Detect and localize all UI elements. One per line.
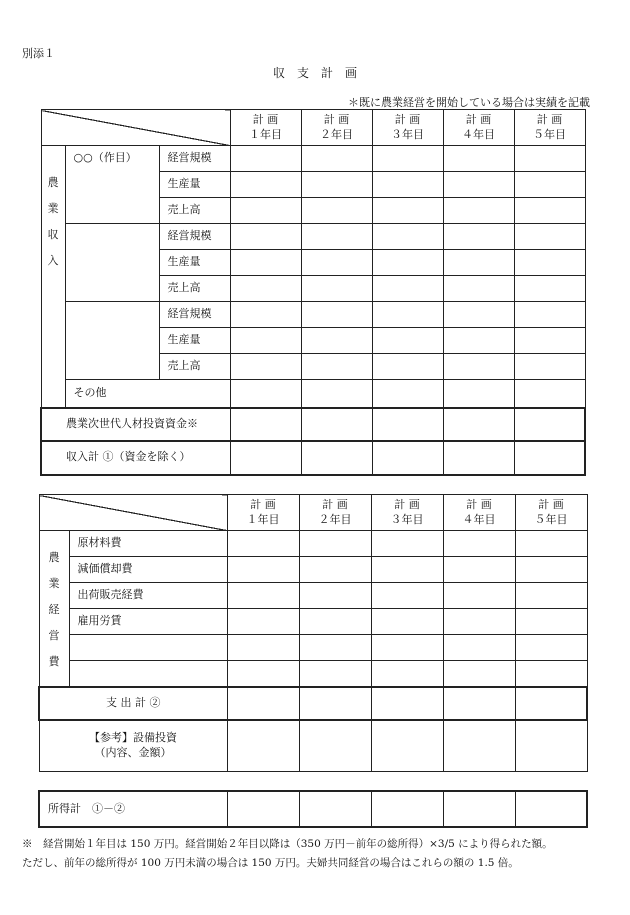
expense-item-blank[interactable] [69, 661, 227, 687]
value-cell[interactable] [230, 408, 301, 441]
value-cell[interactable] [299, 557, 371, 583]
value-cell[interactable] [227, 661, 299, 687]
item-label: 生産量 [159, 328, 230, 354]
value-cell[interactable] [227, 557, 299, 583]
value-cell[interactable] [372, 198, 443, 224]
expense-item-blank[interactable] [69, 635, 227, 661]
crop-name-label: ○○（作目） [65, 146, 159, 224]
value-cell[interactable] [372, 224, 443, 250]
value-cell[interactable] [514, 198, 585, 224]
value-cell[interactable] [515, 791, 587, 827]
value-cell[interactable] [515, 687, 587, 720]
value-cell[interactable] [371, 609, 443, 635]
value-cell[interactable] [443, 635, 515, 661]
item-label: 経営規模 [159, 302, 230, 328]
header-corner-diagonal [39, 495, 227, 531]
other-label: その他 [65, 380, 230, 408]
value-cell[interactable] [227, 687, 299, 720]
footnote-line-2: ただし、前年の総所得が 100 万円未満の場合は 150 万円。夫婦共同経営の場合はこれらの額の 1.5 倍。 [22, 857, 519, 869]
year-header: 計 画 ２年目 [301, 110, 372, 146]
item-label: 売上高 [159, 198, 230, 224]
value-cell[interactable] [371, 661, 443, 687]
year-header: 計 画 ５年目 [514, 110, 585, 146]
value-cell[interactable] [443, 609, 515, 635]
year-header: 計 画 ３年目 [371, 495, 443, 531]
crop-name-cell[interactable] [65, 224, 159, 302]
value-cell[interactable] [371, 531, 443, 557]
footnote-line-1: ※ 経営開始１年目は 150 万円。経営開始２年目以降は（350 万円－前年の総所得）×3/5 により得られた額。 [22, 838, 553, 850]
value-cell[interactable] [443, 250, 514, 276]
expense-item-label: 減価償却費 [69, 557, 227, 583]
item-label: 経営規模 [159, 224, 230, 250]
value-cell[interactable] [372, 172, 443, 198]
value-cell[interactable] [299, 661, 371, 687]
attachment-label: 別添１ [22, 47, 55, 60]
value-cell[interactable] [443, 661, 515, 687]
value-cell[interactable] [230, 276, 301, 302]
year-header: 計 画 ４年目 [443, 110, 514, 146]
page-title: 収 支 計 画 [272, 66, 357, 80]
value-cell[interactable] [371, 687, 443, 720]
value-cell[interactable] [299, 720, 371, 772]
value-cell[interactable] [230, 224, 301, 250]
value-cell[interactable] [301, 354, 372, 380]
value-cell[interactable] [443, 172, 514, 198]
value-cell[interactable] [371, 720, 443, 772]
value-cell[interactable] [372, 441, 443, 475]
value-cell[interactable] [443, 791, 515, 827]
value-cell[interactable] [227, 609, 299, 635]
value-cell[interactable] [514, 354, 585, 380]
expense-item-label: 雇用労賃 [69, 609, 227, 635]
header-corner-diagonal [41, 110, 230, 146]
value-cell[interactable] [301, 146, 372, 172]
value-cell[interactable] [301, 441, 372, 475]
value-cell[interactable] [230, 198, 301, 224]
value-cell[interactable] [443, 146, 514, 172]
note-top: ＊既に農業経営を開始している場合は実績を記載 [348, 96, 590, 109]
value-cell[interactable] [443, 354, 514, 380]
value-cell[interactable] [443, 302, 514, 328]
value-cell[interactable] [227, 531, 299, 557]
value-cell[interactable] [514, 250, 585, 276]
value-cell[interactable] [443, 720, 515, 772]
income-group-label: 農 業 収 入 [41, 146, 65, 408]
value-cell[interactable] [301, 302, 372, 328]
value-cell[interactable] [371, 635, 443, 661]
value-cell[interactable] [514, 224, 585, 250]
value-cell[interactable] [372, 146, 443, 172]
value-cell[interactable] [514, 172, 585, 198]
value-cell[interactable] [299, 583, 371, 609]
grant-label: 農業次世代人材投資資金※ [41, 408, 230, 441]
value-cell[interactable] [514, 146, 585, 172]
value-cell[interactable] [371, 791, 443, 827]
value-cell[interactable] [443, 441, 514, 475]
item-label: 経営規模 [159, 146, 230, 172]
value-cell[interactable] [515, 661, 587, 687]
value-cell[interactable] [372, 328, 443, 354]
value-cell[interactable] [372, 380, 443, 408]
value-cell[interactable] [230, 354, 301, 380]
value-cell[interactable] [515, 720, 587, 772]
item-label: 生産量 [159, 172, 230, 198]
value-cell[interactable] [299, 635, 371, 661]
value-cell[interactable] [443, 380, 514, 408]
year-header: 計 画 ２年目 [299, 495, 371, 531]
crop-name-cell[interactable] [65, 302, 159, 380]
value-cell[interactable] [514, 408, 585, 441]
value-cell[interactable] [301, 276, 372, 302]
expense-item-label: 出荷販売経費 [69, 583, 227, 609]
value-cell[interactable] [230, 146, 301, 172]
value-cell[interactable] [443, 328, 514, 354]
year-header: 計 画 ４年目 [443, 495, 515, 531]
value-cell[interactable] [443, 531, 515, 557]
value-cell[interactable] [301, 198, 372, 224]
value-cell[interactable] [230, 250, 301, 276]
value-cell[interactable] [301, 380, 372, 408]
value-cell[interactable] [227, 583, 299, 609]
value-cell[interactable] [301, 224, 372, 250]
income-table [40, 109, 586, 476]
value-cell[interactable] [514, 441, 585, 475]
item-label: 売上高 [159, 354, 230, 380]
income-total-label: 収入計 ①（資金を除く） [41, 441, 230, 475]
value-cell[interactable] [515, 635, 587, 661]
item-label: 売上高 [159, 276, 230, 302]
value-cell[interactable] [301, 408, 372, 441]
value-cell[interactable] [299, 791, 371, 827]
value-cell[interactable] [371, 557, 443, 583]
profit-table [38, 790, 588, 828]
expense-table [38, 494, 588, 772]
value-cell[interactable] [372, 276, 443, 302]
value-cell[interactable] [514, 380, 585, 408]
value-cell[interactable] [443, 276, 514, 302]
value-cell[interactable] [372, 408, 443, 441]
year-header: 計 画 １年目 [230, 110, 301, 146]
value-cell[interactable] [515, 531, 587, 557]
value-cell[interactable] [230, 302, 301, 328]
profit-total-label: 所得計 ①－② [39, 791, 227, 827]
value-cell[interactable] [301, 172, 372, 198]
value-cell[interactable] [301, 328, 372, 354]
value-cell[interactable] [230, 380, 301, 408]
value-cell[interactable] [372, 302, 443, 328]
value-cell[interactable] [443, 408, 514, 441]
year-header: 計 画 ３年目 [372, 110, 443, 146]
value-cell[interactable] [227, 720, 299, 772]
item-label: 生産量 [159, 250, 230, 276]
value-cell[interactable] [230, 172, 301, 198]
value-cell[interactable] [230, 441, 301, 475]
expense-total-label: 支 出 計 ② [39, 687, 227, 720]
value-cell[interactable] [443, 198, 514, 224]
value-cell[interactable] [514, 276, 585, 302]
value-cell[interactable] [514, 328, 585, 354]
value-cell[interactable] [227, 791, 299, 827]
value-cell[interactable] [372, 250, 443, 276]
value-cell[interactable] [443, 224, 514, 250]
value-cell[interactable] [372, 354, 443, 380]
value-cell[interactable] [515, 609, 587, 635]
year-header: 計 画 １年目 [227, 495, 299, 531]
value-cell[interactable] [371, 583, 443, 609]
value-cell[interactable] [230, 328, 301, 354]
value-cell[interactable] [299, 609, 371, 635]
value-cell[interactable] [301, 250, 372, 276]
value-cell[interactable] [443, 557, 515, 583]
expense-group-label: 農 業 経 営 費 [39, 531, 69, 687]
value-cell[interactable] [443, 583, 515, 609]
value-cell[interactable] [514, 302, 585, 328]
value-cell[interactable] [299, 687, 371, 720]
equipment-investment-label: 【参考】設備投資 （内容、金額） [39, 720, 227, 772]
value-cell[interactable] [443, 687, 515, 720]
year-header: 計 画 ５年目 [515, 495, 587, 531]
value-cell[interactable] [227, 635, 299, 661]
value-cell[interactable] [515, 583, 587, 609]
value-cell[interactable] [515, 557, 587, 583]
expense-item-label: 原材料費 [69, 531, 227, 557]
value-cell[interactable] [299, 531, 371, 557]
